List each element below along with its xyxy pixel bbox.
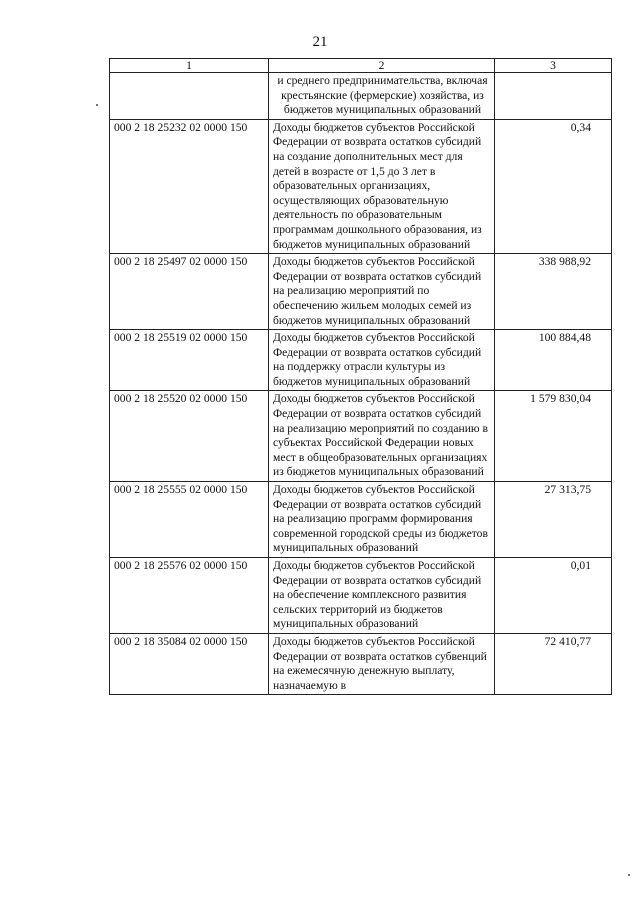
description-cell: Доходы бюджетов субъектов Российской Федерации от возврата остатков субсидий на реализацию программ формирования современной городской среды из бюджетов муниципальных образований	[269, 482, 495, 558]
column-header: 3	[495, 59, 612, 73]
table-row	[110, 119, 612, 253]
table-row	[110, 330, 612, 391]
amount-cell: 338 988,92	[495, 254, 612, 330]
table-row	[110, 391, 612, 482]
table-row	[110, 254, 612, 330]
amount-cell: 1 579 830,04	[495, 391, 612, 482]
revenue-code-cell: 000 2 18 35084 02 0000 150	[110, 633, 269, 694]
revenue-code-cell: 000 2 18 25497 02 0000 150	[110, 254, 269, 330]
description-cell: Доходы бюджетов субъектов Российской Федерации от возврата остатков субвенций на ежемесячную денежную выплату, назначаемую в	[269, 633, 495, 694]
amount-cell: 72 410,77	[495, 633, 612, 694]
table-row	[110, 482, 612, 558]
revenue-code-cell: 000 2 18 25555 02 0000 150	[110, 482, 269, 558]
revenue-code-cell	[110, 73, 269, 120]
description-cell: Доходы бюджетов субъектов Российской Федерации от возврата остатков субсидий на реализацию мероприятий по созданию в субъектах Российской Федерации новых мест в общеобразовательных организациях из бюджетов муниципальных образований	[269, 391, 495, 482]
column-header: 2	[269, 59, 495, 73]
table-row-continuation	[110, 73, 612, 120]
page-number: 21	[312, 34, 328, 50]
description-cell: Доходы бюджетов субъектов Российской Федерации от возврата остатков субсидий на обеспечение комплексного развития сельских территорий из бюджетов муниципальных образований	[269, 558, 495, 634]
description-cell: Доходы бюджетов субъектов Российской Федерации от возврата остатков субсидий на реализацию мероприятий по обеспечению жильем молодых семей из бюджетов муниципальных образований	[269, 254, 495, 330]
amount-cell: 27 313,75	[495, 482, 612, 558]
table-row	[110, 558, 612, 634]
scan-speck	[628, 874, 630, 876]
description-cell: Доходы бюджетов субъектов Российской Федерации от возврата остатков субсидий на создание дополнительных мест для детей в возрасте от 1,5 до 3 лет в образовательных организациях, осуществляющих образовательную деятельность по образовательным программам дошкольного образования, из бюджетов муниципальных образований	[269, 119, 495, 253]
revenue-code-cell: 000 2 18 25519 02 0000 150	[110, 330, 269, 391]
amount-cell: 0,01	[495, 558, 612, 634]
amount-cell: 0,34	[495, 119, 612, 253]
revenue-code-cell: 000 2 18 25576 02 0000 150	[110, 558, 269, 634]
revenue-code-cell: 000 2 18 25520 02 0000 150	[110, 391, 269, 482]
revenue-code-cell: 000 2 18 25232 02 0000 150	[110, 119, 269, 253]
amount-cell	[495, 73, 612, 120]
table-row	[110, 633, 612, 694]
description-cell: и среднего предпринимательства, включая крестьянские (фермерские) хозяйства, из бюджетов муниципальных образований	[269, 73, 495, 120]
column-header: 1	[110, 59, 269, 73]
scan-speck	[96, 104, 98, 106]
revenue-table	[109, 58, 612, 695]
description-cell: Доходы бюджетов субъектов Российской Федерации от возврата остатков субсидий на поддержку отрасли культуры из бюджетов муниципальных образований	[269, 330, 495, 391]
table-header-row	[110, 59, 612, 73]
amount-cell: 100 884,48	[495, 330, 612, 391]
